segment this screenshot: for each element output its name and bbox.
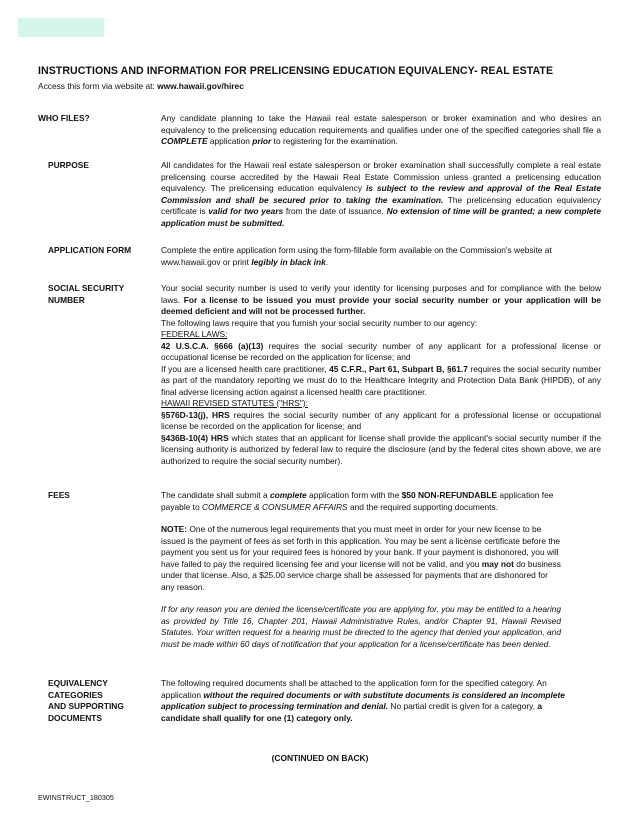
who-files-text-1: Any candidate planning to take the Hawaii real estate salesperson or broker examination and who desires an equivalency to the prelicensing education requirements and qualifies under one of the specified categories shall file a <box>161 113 601 135</box>
label-equivalency-line-4: DOCUMENTS <box>48 712 102 723</box>
access-line <box>38 81 618 91</box>
purpose-text-2: The prelicensing education equivalency certificate is <box>161 194 601 216</box>
label-purpose: PURPOSE <box>48 160 89 170</box>
ssn-federal-text-2a: If you are a licensed health care practitioner, <box>161 363 330 374</box>
label-equivalency-line-2: CATEGORIES <box>48 689 103 700</box>
ssn-federal-heading: FEDERAL LAWS: <box>161 329 228 339</box>
ssn-bold-requirement: For a license to be issued you must provide your social security number or your application will be deemed deficient and will not be processed further. <box>161 294 601 316</box>
fees-text-1: The candidate shall submit a <box>161 490 270 500</box>
ssn-hrs-text-1: requires the social security number of any applicant for a professional license or occupational license be recorded on the application for license; and <box>161 409 601 431</box>
body-ssn <box>161 283 601 467</box>
equivalency-text-1: The following required documents shall be attached to the application form for the specified category. An application <box>161 678 547 700</box>
label-equivalency <box>48 678 153 724</box>
body-who-files <box>161 113 601 148</box>
body-equivalency <box>161 678 571 724</box>
purpose-no-extension: No extension of time will be granted; a new complete application must be submitted. <box>161 206 601 228</box>
page-title: INSTRUCTIONS AND INFORMATION FOR PRELICENSING EDUCATION EQUIVALENCY- REAL ESTATE <box>38 65 554 77</box>
fees-note-may-not: may not <box>481 558 514 569</box>
label-ssn-line-2: NUMBER <box>48 294 85 305</box>
ssn-federal-cite-2: 45 C.F.R., Part 61, Subpart B, §61.7 <box>329 363 468 374</box>
equivalency-bold-warning: without the required documents or with substitute documents is considered an incomplete application subject to processing termination and denial. <box>161 689 565 711</box>
fees-note-text-1: One of the numerous legal requirements that you must meet in order for your new license to be issued is the payment of fees as set forth in this application. You may be sent a license certificate before the payment you sent us for your required fees is honored by your bank. If your payment is dishonored, you will have failed to pay the required licensing fee and your license will not be valid, and you <box>161 524 560 569</box>
fees-note-label: NOTE: <box>161 524 188 534</box>
application-form-text-1: Complete the entire application form using the form-fillable form available on the Commission's website at www.hawaii.gov or print <box>161 245 552 267</box>
body-purpose <box>161 160 601 229</box>
who-files-text-2: application <box>207 136 253 146</box>
who-files-prior: prior <box>252 136 272 146</box>
form-code: EWINSTRUCT_180305 <box>38 793 114 802</box>
purpose-bold-1: is subject to the review and approval of the Real Estate Commission and shall be secured prior to taking the examination. <box>161 183 601 205</box>
ssn-hrs-heading: HAWAII REVISED STATUTES ("HRS"): <box>161 398 308 408</box>
application-form-black-ink: legibly in black ink <box>251 256 326 267</box>
body-application-form <box>161 245 601 268</box>
fees-amount: $50 NON-REFUNDABLE <box>401 490 498 500</box>
fees-payee: COMMERCE & CONSUMER AFFAIRS <box>201 501 348 512</box>
body-fees <box>161 490 561 650</box>
continued-on-back: (CONTINUED ON BACK) <box>271 753 369 763</box>
label-equivalency-line-1: EQUIVALENCY <box>48 678 108 688</box>
label-ssn-line-1: SOCIAL SECURITY <box>48 283 125 293</box>
fees-text-2: application form with the <box>306 490 402 500</box>
equivalency-one-category: a candidate shall qualify for one (1) category only. <box>161 701 543 723</box>
ssn-federal-text-1: requires the social security number of any applicant for a professional license or occupational license be recorded on the application for license; and <box>161 340 601 362</box>
access-prefix: Access this form via website at: <box>38 81 158 91</box>
ssn-hrs-cite-1: §576D-13(j), HRS <box>161 409 230 420</box>
who-files-text-3: to registering for the examination. <box>271 136 398 146</box>
who-files-complete: COMPLETE <box>161 136 208 146</box>
ssn-federal-cite-1: 42 U.S.C.A. §666 (a)(13) <box>161 340 264 351</box>
label-ssn <box>48 283 153 306</box>
purpose-text-3: from the date of issuance. <box>283 206 387 216</box>
fees-text-3: application fee payable to <box>161 490 554 512</box>
ssn-hrs-text-2: which states that an applicant for license shall provide the applicant's social security number if the licensing authority is authorized by federal law to require the disclosure (and by the federal cites shown above, we are authorized to require the social security number). <box>161 432 602 466</box>
application-form-text-2: . <box>325 256 329 267</box>
label-equivalency-line-3: AND SUPPORTING <box>48 701 124 711</box>
fees-note-text-2: do business under that license. Also, a $25.00 service charge shall be assessed for payments that are dishonored for any reason. <box>161 558 561 592</box>
fees-denial-notice: If for any reason you are denied the license/certificate you are applying for, you may be entitled to a hearing as provided by Title 16, Chapter 201, Hawaii Administrative Rules, and/or Chapter 91, Hawaii Revised Statutes. Your written request for a hearing must be directed to the agency that denied your application, and must be made within 60 days of notification that your application for a license/certificate has been denied. <box>161 604 561 649</box>
label-who-files: WHO FILES? <box>38 113 90 123</box>
ssn-text-1: Your social security number is used to verify your identity for licensing purposes and for compliance with the below laws. <box>161 283 601 305</box>
purpose-text-1: All candidates for the Hawaii real estate salesperson or broker examination shall successfully complete a real estate prelicensing course accredited by the Hawaii Real Estate Commission unless granted a prelicensing education equivalency. The prelicensing education equivalency <box>161 160 601 193</box>
received-stamp-box <box>18 18 104 37</box>
access-url: www.hawaii.gov/hirec <box>157 81 244 91</box>
equivalency-text-2: No partial credit is given for a category, <box>388 701 538 711</box>
ssn-federal-text-2b: requires the social security number as part of the mandatory reporting we must do to the Healthcare Integrity and Protection Data Bank (HIPDB), of any final adverse licensing action against a licensed health care practitioner. <box>161 363 601 397</box>
ssn-hrs-cite-2: §436B-10(4) HRS <box>161 432 229 443</box>
purpose-valid-two-years: valid for two years <box>208 206 284 216</box>
fees-complete: complete <box>269 490 307 500</box>
label-fees: FEES <box>48 490 70 500</box>
ssn-text-2: The following laws require that you furnish your social security number to our agency: <box>161 317 478 328</box>
fees-text-4: and the required supporting documents. <box>347 501 499 512</box>
label-application-form: APPLICATION FORM <box>48 245 132 255</box>
